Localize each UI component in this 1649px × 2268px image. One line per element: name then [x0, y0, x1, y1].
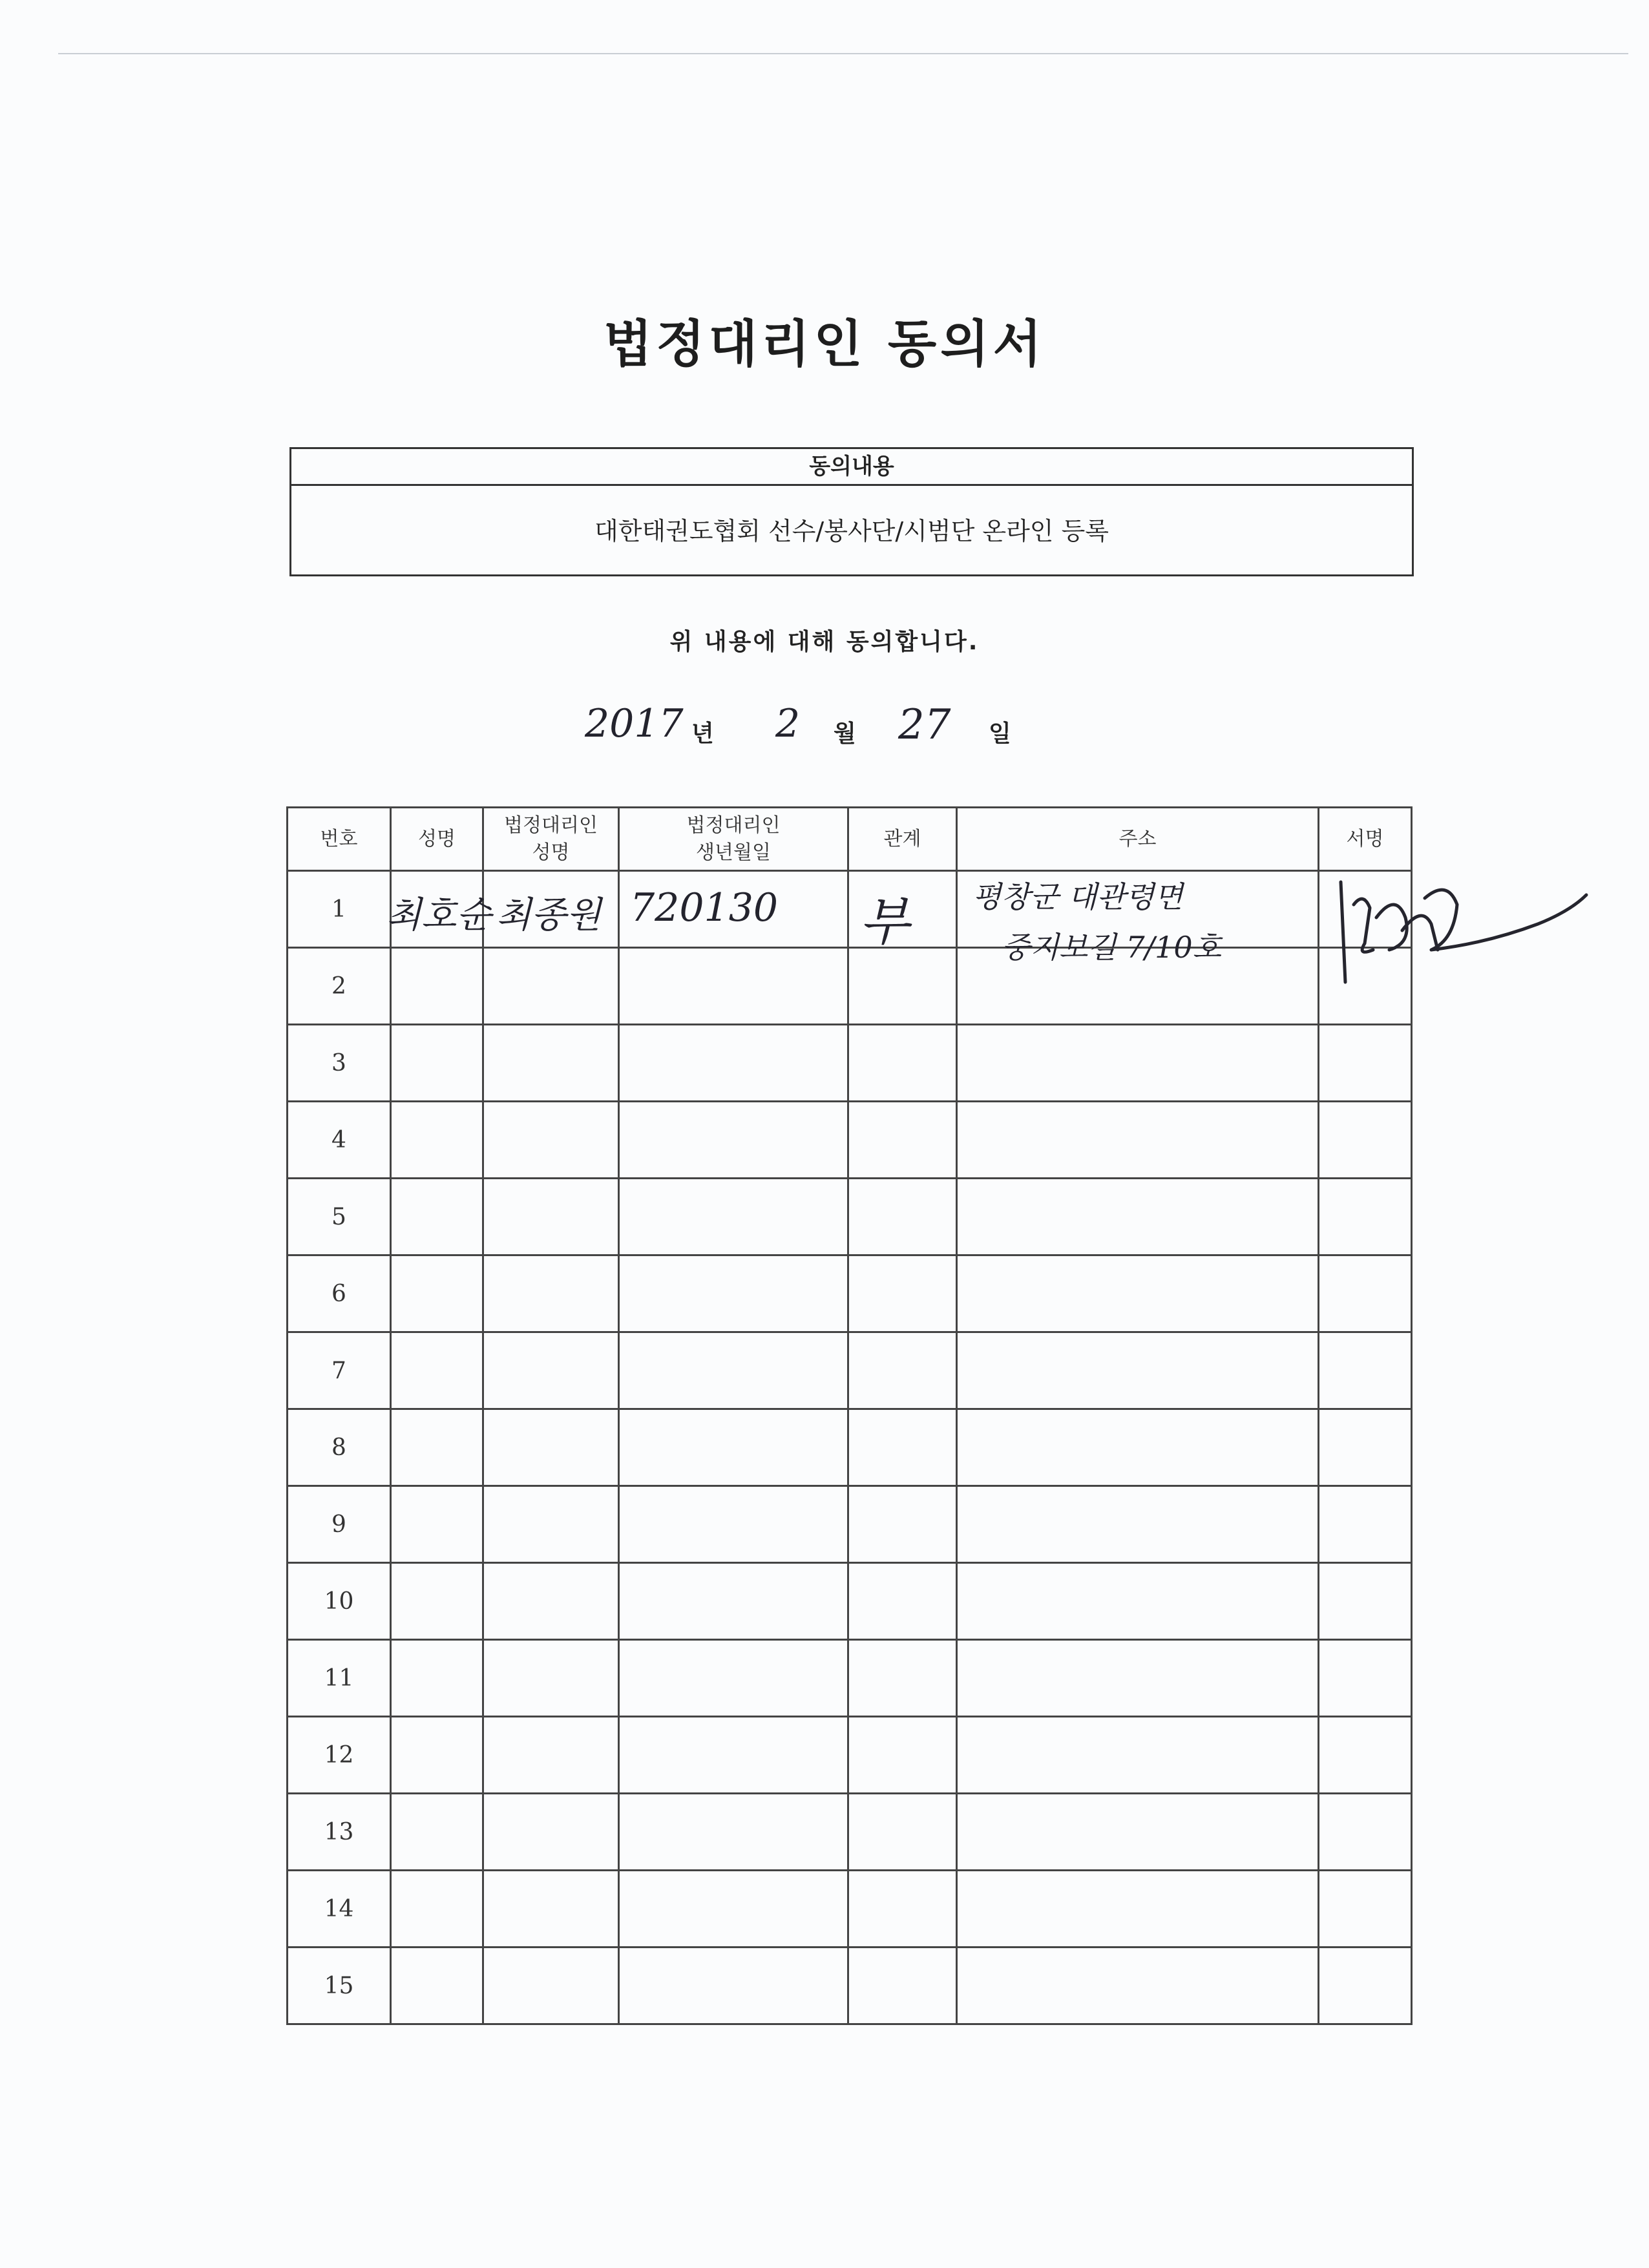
- date-year-unit: 년: [691, 720, 714, 747]
- cell-name: [391, 1179, 483, 1255]
- cell-guardian-name: [483, 1179, 619, 1255]
- cell-name: [391, 1948, 483, 2024]
- table-row: [288, 1102, 1412, 1179]
- consent-header: 동의내용: [291, 449, 1412, 486]
- header-guardian-birth: [619, 808, 848, 871]
- cell-relation: [848, 1179, 957, 1255]
- cell-number: 9: [288, 1486, 391, 1563]
- cell-name: [391, 948, 483, 1025]
- table-row: [288, 1717, 1412, 1794]
- cell-name: [391, 1255, 483, 1332]
- cell-name: [391, 1486, 483, 1563]
- agreement-statement: 위 내용에 대해 동의합니다.: [669, 629, 980, 655]
- cell-name: [391, 1640, 483, 1717]
- cell-relation: [848, 1486, 957, 1563]
- table-row: [288, 1332, 1412, 1409]
- cell-name: [391, 1717, 483, 1794]
- cell-relation: [848, 948, 957, 1025]
- cell-guardian-name: [483, 1102, 619, 1179]
- cell-guardian-birth: [619, 1332, 848, 1409]
- cell-signature: [1319, 1640, 1412, 1717]
- cell-relation: [848, 1717, 957, 1794]
- cell-address: [957, 1332, 1319, 1409]
- cell-guardian-birth: [619, 948, 848, 1025]
- cell-name: [391, 1332, 483, 1409]
- cell-guardian-birth: [619, 1563, 848, 1640]
- cell-relation: [848, 1332, 957, 1409]
- cell-guardian-birth: [619, 1717, 848, 1794]
- cell-guardian-birth: [619, 1025, 848, 1102]
- table-header-row: [288, 808, 1412, 871]
- cell-guardian-birth: [619, 1102, 848, 1179]
- row-1-guardian-birth: 720130: [630, 885, 779, 930]
- consent-content: 대한태권도협회 선수/봉사단/시범단 온라인 등록: [594, 517, 1109, 545]
- cell-relation: [848, 1255, 957, 1332]
- header-guardian-name: [483, 808, 619, 871]
- cell-address: [957, 1102, 1319, 1179]
- table-row: [288, 1871, 1412, 1948]
- header-guardian-birth-line2: 생년월일: [696, 841, 771, 864]
- cell-relation: [848, 1563, 957, 1640]
- cell-name: [391, 1871, 483, 1948]
- cell-number: 1: [288, 871, 391, 948]
- cell-signature: [1319, 948, 1412, 1025]
- cell-guardian-name: [483, 1640, 619, 1717]
- cell-address: [957, 1025, 1319, 1102]
- cell-number: 4: [288, 1102, 391, 1179]
- cell-guardian-birth: [619, 1871, 848, 1948]
- cell-signature: [1319, 1332, 1412, 1409]
- row-1-address-line2: 중지보길 7/10호: [1002, 930, 1222, 965]
- row-1-name: 최호순: [386, 894, 492, 936]
- cell-signature: [1319, 1871, 1412, 1948]
- cell-signature: [1319, 1025, 1412, 1102]
- cell-relation: [848, 1948, 957, 2024]
- table-row: [288, 1179, 1412, 1255]
- header-name: 성명: [391, 808, 483, 871]
- cell-name: [391, 1563, 483, 1640]
- cell-relation: [848, 1102, 957, 1179]
- header-number: 번호: [288, 808, 391, 871]
- table-row: [288, 1409, 1412, 1486]
- table-row: [288, 1255, 1412, 1332]
- cell-signature: [1319, 1102, 1412, 1179]
- cell-number: 7: [288, 1332, 391, 1409]
- table-row: [288, 1025, 1412, 1102]
- cell-guardian-name: [483, 1717, 619, 1794]
- date-month-unit: 월: [834, 720, 856, 747]
- cell-number: 2: [288, 948, 391, 1025]
- cell-signature: [1319, 1948, 1412, 2024]
- row-1-relation: 부: [859, 892, 910, 952]
- cell-number: 8: [288, 1409, 391, 1486]
- scan-edge-line: [58, 53, 1628, 54]
- cell-guardian-name: [483, 1871, 619, 1948]
- header-relation: 관계: [848, 808, 957, 871]
- date-day-unit: 일: [989, 720, 1011, 747]
- cell-address: [957, 1871, 1319, 1948]
- row-1-guardian-name: 최종원: [496, 894, 602, 936]
- cell-guardian-name: [483, 1409, 619, 1486]
- date-year: 2017: [585, 701, 684, 746]
- cell-relation: [848, 1409, 957, 1486]
- cell-number: 11: [288, 1640, 391, 1717]
- header-guardian-name-line1: 법정대리인: [504, 814, 598, 837]
- cell-guardian-birth: [619, 1948, 848, 2024]
- cell-number: 6: [288, 1255, 391, 1332]
- table-row: [288, 1486, 1412, 1563]
- header-guardian-name-line2: 성명: [532, 841, 570, 864]
- table-row: [288, 1794, 1412, 1871]
- cell-signature: [1319, 1409, 1412, 1486]
- cell-guardian-name: [483, 1948, 619, 2024]
- cell-relation: [848, 1640, 957, 1717]
- cell-guardian-birth: [619, 1179, 848, 1255]
- table-row: [288, 1640, 1412, 1717]
- cell-name: [391, 1409, 483, 1486]
- document-title: 법정대리인 동의서: [604, 315, 1045, 373]
- cell-number: 12: [288, 1717, 391, 1794]
- cell-signature: [1319, 1717, 1412, 1794]
- cell-signature: [1319, 1794, 1412, 1871]
- date-day: 27: [898, 701, 951, 749]
- consent-box: [289, 447, 1414, 576]
- cell-guardian-birth: [619, 1640, 848, 1717]
- cell-name: [391, 1102, 483, 1179]
- cell-guardian-birth: [619, 1486, 848, 1563]
- cell-address: [957, 1717, 1319, 1794]
- cell-signature: [1319, 871, 1412, 948]
- cell-signature: [1319, 1179, 1412, 1255]
- cell-address: [957, 1255, 1319, 1332]
- cell-address: [957, 1409, 1319, 1486]
- cell-signature: [1319, 1255, 1412, 1332]
- cell-address: [957, 1948, 1319, 2024]
- cell-guardian-name: [483, 1025, 619, 1102]
- date-line: [0, 701, 1649, 759]
- cell-number: 15: [288, 1948, 391, 2024]
- cell-guardian-name: [483, 1794, 619, 1871]
- table-row: [288, 1563, 1412, 1640]
- cell-guardian-birth: [619, 1409, 848, 1486]
- cell-name: [391, 1794, 483, 1871]
- header-address: 주소: [957, 808, 1319, 871]
- header-guardian-birth-line1: 법정대리인: [686, 814, 781, 837]
- cell-signature: [1319, 1563, 1412, 1640]
- table-row: [288, 948, 1412, 1025]
- guardian-roster-table: [286, 806, 1413, 2025]
- cell-address: [957, 1486, 1319, 1563]
- cell-guardian-name: [483, 1332, 619, 1409]
- row-1-address-line1: 평창군 대관령면: [972, 879, 1183, 914]
- cell-number: 10: [288, 1563, 391, 1640]
- cell-number: 14: [288, 1871, 391, 1948]
- cell-address: [957, 1179, 1319, 1255]
- cell-guardian-birth: [619, 1255, 848, 1332]
- cell-relation: [848, 1025, 957, 1102]
- cell-guardian-name: [483, 1255, 619, 1332]
- table-row: [288, 1948, 1412, 2024]
- cell-guardian-name: [483, 948, 619, 1025]
- cell-address: [957, 1563, 1319, 1640]
- cell-number: 3: [288, 1025, 391, 1102]
- cell-guardian-birth: [619, 1794, 848, 1871]
- date-month: 2: [775, 701, 801, 746]
- cell-relation: [848, 1871, 957, 1948]
- header-signature: 서명: [1319, 808, 1412, 871]
- cell-guardian-name: [483, 1486, 619, 1563]
- cell-number: 5: [288, 1179, 391, 1255]
- cell-address: [957, 1794, 1319, 1871]
- cell-guardian-name: [483, 1563, 619, 1640]
- cell-name: [391, 1025, 483, 1102]
- cell-relation: [848, 1794, 957, 1871]
- cell-address: [957, 1640, 1319, 1717]
- cell-number: 13: [288, 1794, 391, 1871]
- cell-signature: [1319, 1486, 1412, 1563]
